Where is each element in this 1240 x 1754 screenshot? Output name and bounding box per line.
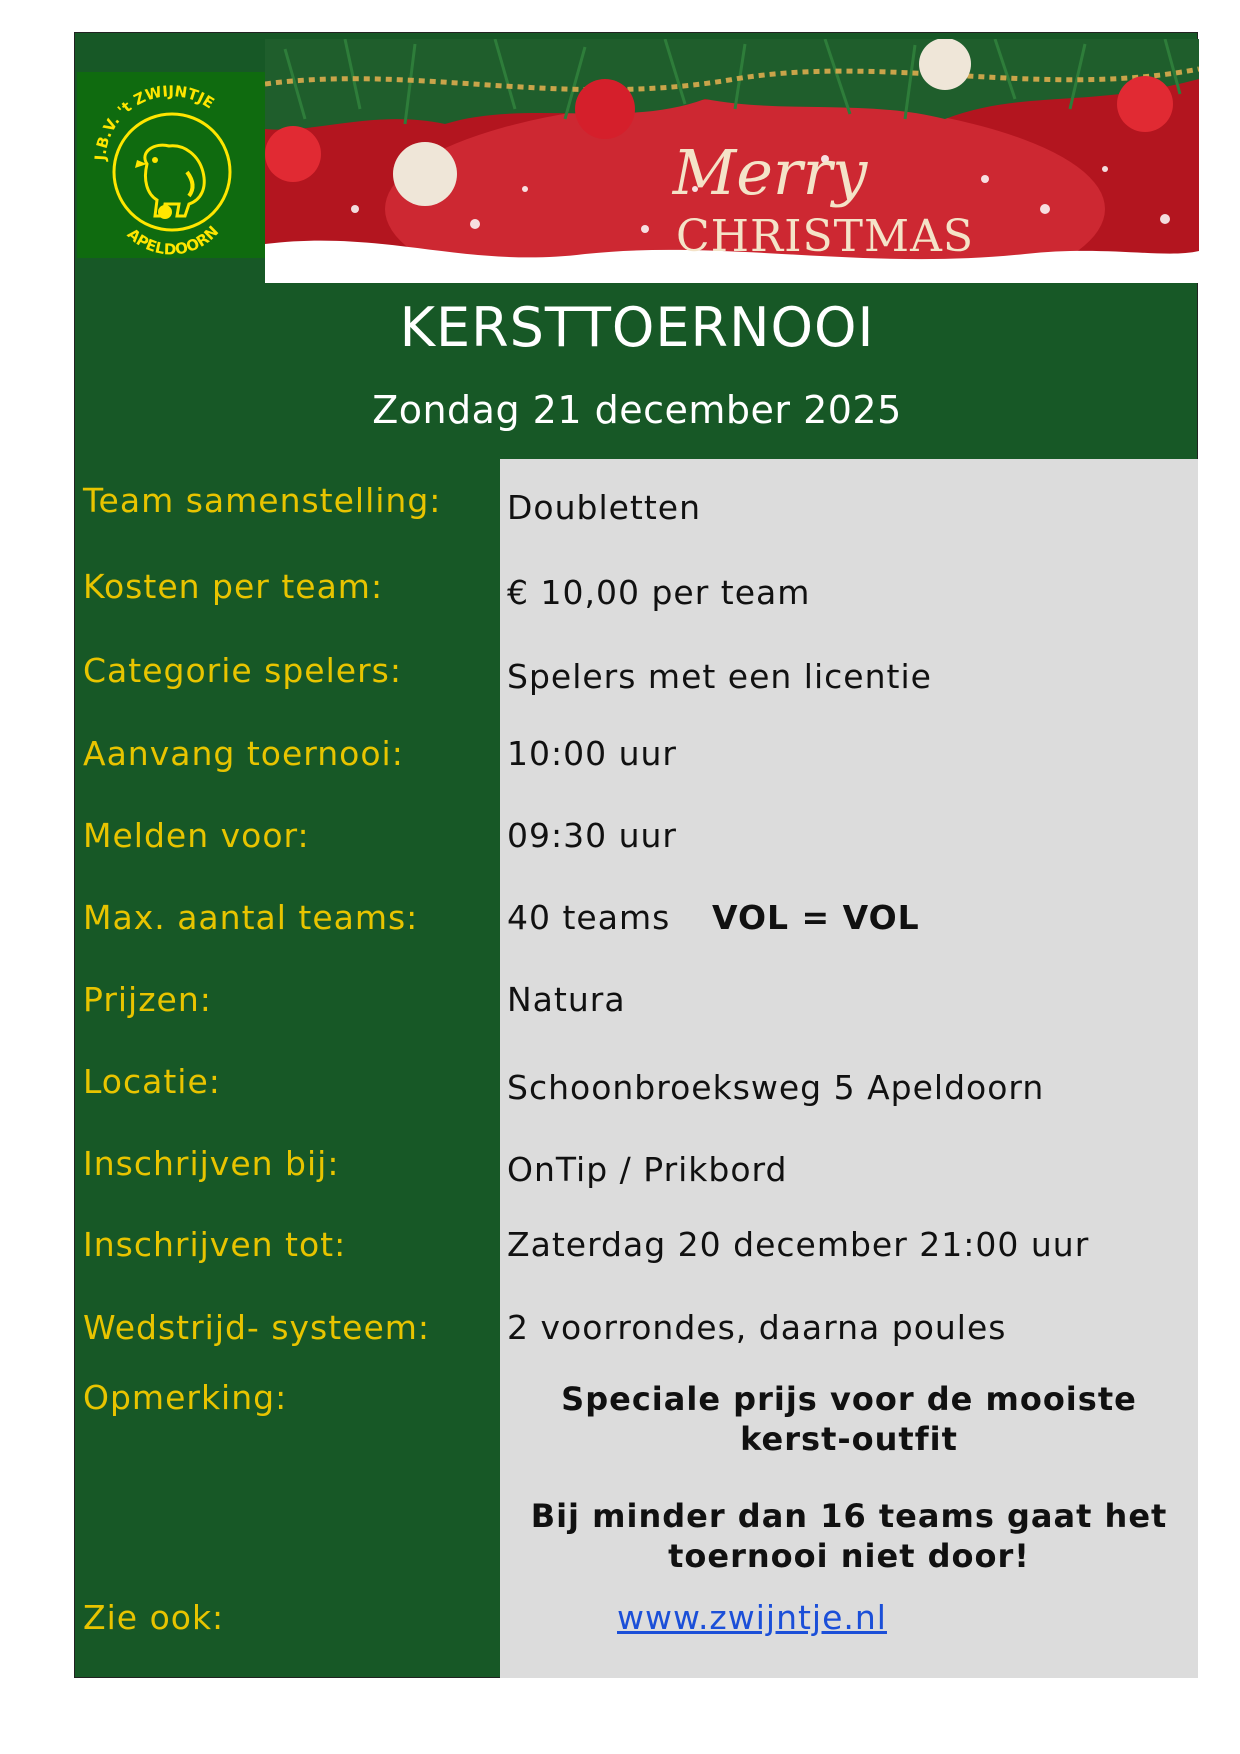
website-link[interactable]: www.zwijntje.nl [617,1598,887,1637]
value-categorie: Spelers met een licentie [507,657,932,696]
value-team-samenstelling: Doubletten [507,488,702,527]
label-kosten: Kosten per team: [83,567,384,606]
value-locatie: Schoonbroeksweg 5 Apeldoorn [507,1068,1045,1107]
label-max-teams: Max. aantal teams: [83,898,419,937]
logo-text-bottom: APELDOORN [123,222,223,258]
label-opmerking: Opmerking: [83,1378,288,1417]
label-aanvang: Aanvang toernooi: [83,734,404,773]
flyer [74,32,1198,1678]
value-inschrijven-tot: Zaterdag 20 december 21:00 uur [507,1225,1090,1264]
label-inschrijven-bij: Inschrijven bij: [83,1144,340,1183]
value-max-teams: 40 teams [507,898,671,937]
value-aanvang: 10:00 uur [507,734,677,773]
tournament-date: Zondag 21 december 2025 [372,388,902,432]
label-prijzen: Prijzen: [83,980,212,1019]
christmas-banner [265,39,1199,283]
label-locatie: Locatie: [83,1062,221,1101]
boar-emblem-icon [77,72,267,258]
remark-outfit-line2: kerst-outfit [740,1420,958,1458]
remark-outfit-note [500,1379,1198,1459]
logo-text-top: J.B.V. 't ZWIJNTJE [91,82,218,161]
value-kosten: € 10,00 per team [507,573,811,612]
value-melden: 09:30 uur [507,816,677,855]
label-wedstrijd-systeem: Wedstrijd- systeem: [83,1308,431,1347]
label-inschrijven-tot: Inschrijven tot: [83,1225,347,1264]
value-wedstrijd-systeem: 2 voorrondes, daarna poules [507,1308,1007,1347]
value-inschrijven-bij: OnTip / Prikbord [507,1150,788,1189]
value-prijzen: Natura [507,980,626,1019]
tournament-title: KERSTTOERNOOI [399,296,875,359]
merry-script-text: Merry [672,136,868,209]
vol-is-vol: VOL = VOL [712,898,920,937]
club-logo [77,72,267,258]
remark-minimum-line1: Bij minder dan 16 teams gaat het [530,1497,1168,1535]
label-categorie: Categorie spelers: [83,651,402,690]
remark-minimum-line2: toernooi niet door! [668,1537,1030,1575]
remark-outfit-line1: Speciale prijs voor de mooiste [561,1380,1137,1418]
label-melden: Melden voor: [83,816,310,855]
christmas-caps-text: CHRISTMAS [675,211,975,262]
remark-minimum-note [500,1496,1198,1576]
label-zie-ook: Zie ook: [83,1598,225,1637]
label-team-samenstelling: Team samenstelling: [83,481,442,520]
